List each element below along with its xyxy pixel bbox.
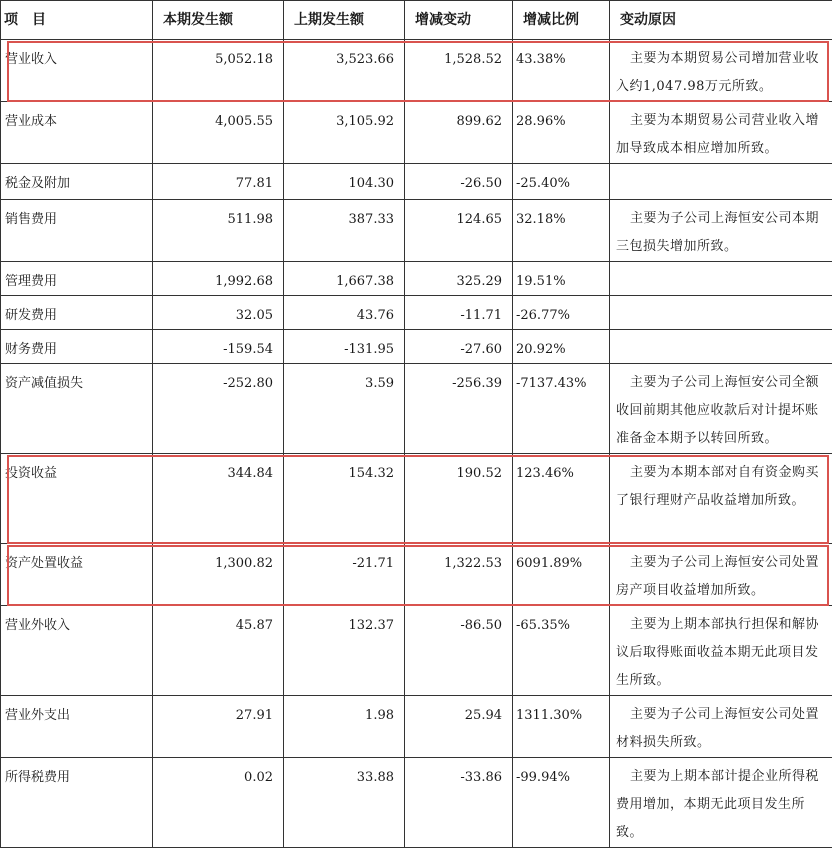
table-row [1,164,832,200]
row-change-reason [610,262,832,296]
row-current-value: 32.05 [153,296,284,330]
table-row [1,606,832,696]
row-change-value: 899.62 [405,102,513,164]
row-current-value: 4,005.55 [153,102,284,164]
row-current-value: 77.81 [153,164,284,200]
row-change-reason: 主要为子公司上海恒安公司本期三包损失增加所致。 [610,200,832,262]
row-previous-value: -21.71 [284,544,405,606]
table-row [1,758,832,848]
row-change-ratio: 123.46% [513,454,610,544]
row-item-name: 资产处置收益 [1,544,153,606]
row-previous-value: -131.95 [284,330,405,364]
row-change-ratio: 19.51% [513,262,610,296]
table-row [1,102,832,164]
row-item-name: 营业外收入 [1,606,153,696]
row-change-ratio: 6091.89% [513,544,610,606]
row-change-reason: 主要为本期贸易公司营业收入增加导致成本相应增加所致。 [610,102,832,164]
table-row [1,330,832,364]
row-current-value: 45.87 [153,606,284,696]
row-previous-value: 104.30 [284,164,405,200]
row-current-value: -159.54 [153,330,284,364]
row-current-value: 27.91 [153,696,284,758]
header-current: 本期发生额 [153,1,284,40]
row-change-value: -256.39 [405,364,513,454]
row-previous-value: 3,105.92 [284,102,405,164]
row-item-name: 税金及附加 [1,164,153,200]
header-row [1,1,832,40]
table-row [1,262,832,296]
row-item-name: 研发费用 [1,296,153,330]
row-previous-value: 33.88 [284,758,405,848]
row-item-name: 营业外支出 [1,696,153,758]
header-change: 增减变动 [405,1,513,40]
row-current-value: 344.84 [153,454,284,544]
row-change-reason: 主要为子公司上海恒安公司处置材料损失所致。 [610,696,832,758]
row-previous-value: 154.32 [284,454,405,544]
row-change-ratio: -26.77% [513,296,610,330]
row-change-value: -27.60 [405,330,513,364]
row-item-name: 管理费用 [1,262,153,296]
row-current-value: 1,300.82 [153,544,284,606]
header-item: 项 目 [1,1,153,40]
row-change-reason: 主要为上期本部执行担保和解协议后取得账面收益本期无此项目发生所致。 [610,606,832,696]
table-row [1,364,832,454]
row-item-name: 营业成本 [1,102,153,164]
row-item-name: 投资收益 [1,454,153,544]
row-change-value: 325.29 [405,262,513,296]
row-current-value: -252.80 [153,364,284,454]
row-previous-value: 387.33 [284,200,405,262]
row-previous-value: 3.59 [284,364,405,454]
row-change-value: 1,322.53 [405,544,513,606]
row-change-value: -26.50 [405,164,513,200]
row-change-ratio: -99.94% [513,758,610,848]
row-previous-value: 132.37 [284,606,405,696]
table-row [1,454,832,544]
table-row [1,40,832,102]
table-row [1,200,832,262]
row-previous-value: 3,523.66 [284,40,405,102]
table-row [1,544,832,606]
row-change-ratio: 1311.30% [513,696,610,758]
header-reason: 变动原因 [610,1,832,40]
row-change-value: 25.94 [405,696,513,758]
row-change-value: 1,528.52 [405,40,513,102]
row-change-ratio: -7137.43% [513,364,610,454]
row-change-ratio: 20.92% [513,330,610,364]
row-current-value: 0.02 [153,758,284,848]
row-current-value: 511.98 [153,200,284,262]
row-change-ratio: 28.96% [513,102,610,164]
row-previous-value: 43.76 [284,296,405,330]
row-change-reason: 主要为本期贸易公司增加营业收入约1,047.98万元所致。 [610,40,832,102]
row-change-reason [610,330,832,364]
row-change-value: 124.65 [405,200,513,262]
row-item-name: 资产减值损失 [1,364,153,454]
row-change-reason: 主要为子公司上海恒安公司全额收回前期其他应收款后对计提坏账准备金本期予以转回所致。 [610,364,832,454]
row-change-value: -11.71 [405,296,513,330]
row-current-value: 5,052.18 [153,40,284,102]
table-row [1,696,832,758]
row-item-name: 财务费用 [1,330,153,364]
row-change-ratio: 43.38% [513,40,610,102]
row-change-value: 190.52 [405,454,513,544]
header-previous: 上期发生额 [284,1,405,40]
row-change-reason: 主要为上期本部计提企业所得税费用增加，本期无此项目发生所致。 [610,758,832,848]
row-previous-value: 1,667.38 [284,262,405,296]
row-change-reason: 主要为子公司上海恒安公司处置房产项目收益增加所致。 [610,544,832,606]
row-previous-value: 1.98 [284,696,405,758]
row-change-ratio: 32.18% [513,200,610,262]
header-ratio: 增减比例 [513,1,610,40]
row-change-reason [610,296,832,330]
row-change-reason: 主要为本期本部对自有资金购买了银行理财产品收益增加所致。 [610,454,832,544]
row-change-value: -33.86 [405,758,513,848]
row-change-value: -86.50 [405,606,513,696]
row-item-name: 营业收入 [1,40,153,102]
table-row [1,296,832,330]
row-current-value: 1,992.68 [153,262,284,296]
row-change-reason [610,164,832,200]
row-item-name: 所得税费用 [1,758,153,848]
row-item-name: 销售费用 [1,200,153,262]
row-change-ratio: -25.40% [513,164,610,200]
row-change-ratio: -65.35% [513,606,610,696]
